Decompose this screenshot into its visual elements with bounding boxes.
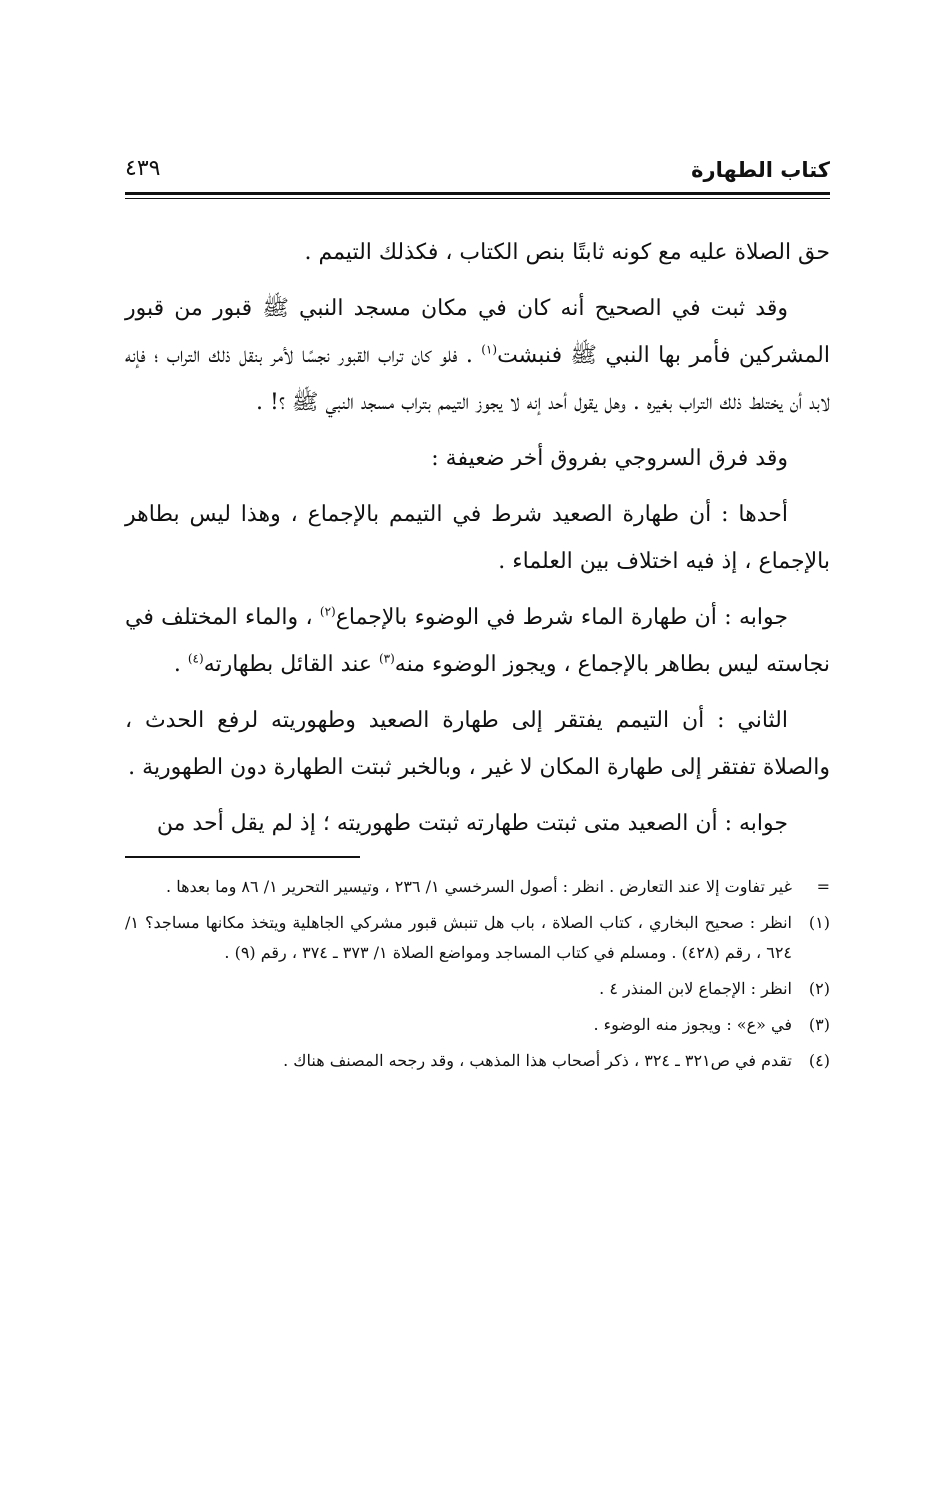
paragraph-5-text-c: عند القائل بطهارته — [203, 652, 379, 677]
paragraph-2 — [125, 285, 830, 426]
footnote-mark: (٢) — [808, 979, 830, 998]
running-header — [125, 150, 830, 192]
footnote-3 — [125, 1010, 830, 1040]
footnote-ref-1[interactable]: (١) — [481, 342, 498, 357]
footnote-text: في «ع» : ويجوز منه الوضوء . — [593, 1015, 792, 1034]
footnote-text: انظر : الإجماع لابن المنذر ٤ . — [599, 979, 792, 998]
page-number: ٤٣٩ — [125, 156, 161, 181]
footnote-4 — [125, 1046, 830, 1076]
paragraph-5-text-d: . — [173, 652, 188, 677]
paragraph-1 — [125, 229, 830, 276]
book-page — [125, 150, 830, 1082]
footnote-mark: = — [816, 877, 830, 896]
paragraph-5-text-b: ، والماء المختلف في نجاسته ليس بطاهر بالإجماع ، ويجوز الوضوء منه — [125, 605, 830, 677]
footnote-continuation — [125, 872, 830, 902]
paragraph-3-text: وقد فرق السروجي بفروق أخر ضعيفة : — [431, 446, 788, 471]
paragraph-3 — [125, 435, 830, 482]
footnote-1 — [125, 908, 830, 968]
paragraph-4-text: أحدها : أن طهارة الصعيد شرط في التيمم بالإجماع ، وهذا ليس بطاهر بالإجماع ، إذ فيه اختلاف بين العلماء . — [125, 502, 830, 574]
footnote-mark: (١) — [808, 913, 830, 932]
paragraph-7 — [125, 800, 830, 847]
paragraph-7-text: جوابه : أن الصعيد متى ثبتت طهارته ثبتت طهوريته ؛ إذ لم يقل أحد من — [156, 811, 788, 836]
footnote-ref-4[interactable]: (٤) — [187, 651, 204, 666]
footnote-text: انظر : صحيح البخاري ، كتاب الصلاة ، باب هل تنبش قبور مشركي الجاهلية ويتخذ مكانها مساجد؟ ١/ ٦٢٤ ، رقم (٤٢٨) . ومسلم في كتاب المساجد ومواضع الصلاة ١/ ٣٧٣ ـ ٣٧٤ ، رقم (٩) . — [125, 913, 792, 962]
chapter-title: كتاب الطهارة — [691, 158, 830, 182]
footnote-separator — [125, 856, 360, 858]
footnote-ref-3[interactable]: (٣) — [378, 651, 395, 666]
paragraph-1-text: حق الصلاة عليه مع كونه ثابتًا بنص الكتاب ، فكذلك التيمم . — [304, 240, 830, 265]
paragraph-5 — [125, 594, 830, 688]
footnote-ref-2[interactable]: (٢) — [319, 604, 336, 619]
paragraph-6 — [125, 697, 830, 791]
paragraph-6-text: الثاني : أن التيمم يفتقر إلى طهارة الصعيد وطهوريته لرفع الحدث ، والصلاة تفتقر إلى طهارة المكان لا غير ، وبالخبر ثبتت الطهارة دون الطهورية . — [125, 708, 830, 780]
paragraph-4 — [125, 491, 830, 585]
header-rule-thick — [125, 192, 830, 195]
footnote-mark: (٣) — [808, 1015, 830, 1034]
paragraph-2-text-a: وقد ثبت في الصحيح أنه كان في مكان مسجد النبي ﷺ قبور من قبور المشركين فأمر بها النبي ﷺ فنبشت — [125, 296, 830, 368]
main-text — [125, 229, 830, 847]
footnote-text: تقدم في ص٣٢١ ـ ٣٢٤ ، ذكر أصحاب هذا المذهب ، وقد رجحه المصنف هناك . — [283, 1051, 792, 1070]
footnote-text: غير تفاوت إلا عند التعارض . انظر : أصول السرخسي ١/ ٢٣٦ ، وتيسير التحرير ١/ ٨٦ وما بعدها . — [166, 877, 792, 896]
footnote-mark: (٤) — [808, 1051, 830, 1070]
footnote-2 — [125, 974, 830, 1004]
paragraph-5-text-a: جوابه : أن طهارة الماء شرط في الوضوء بالإجماع — [335, 605, 788, 630]
header-rule-thin — [125, 198, 830, 199]
paragraph-2-text-b: . فلو كان تراب القبور نجسًا لأمر بنقل ذلك التراب ؛ فإنه لابد أن يختلط ذلك التراب بغيره . وهل يقول أحد إنه لا يجوز التيمم بتراب مسجد النبي ﷺ ؟! . — [125, 343, 830, 415]
footnotes — [125, 872, 830, 1076]
